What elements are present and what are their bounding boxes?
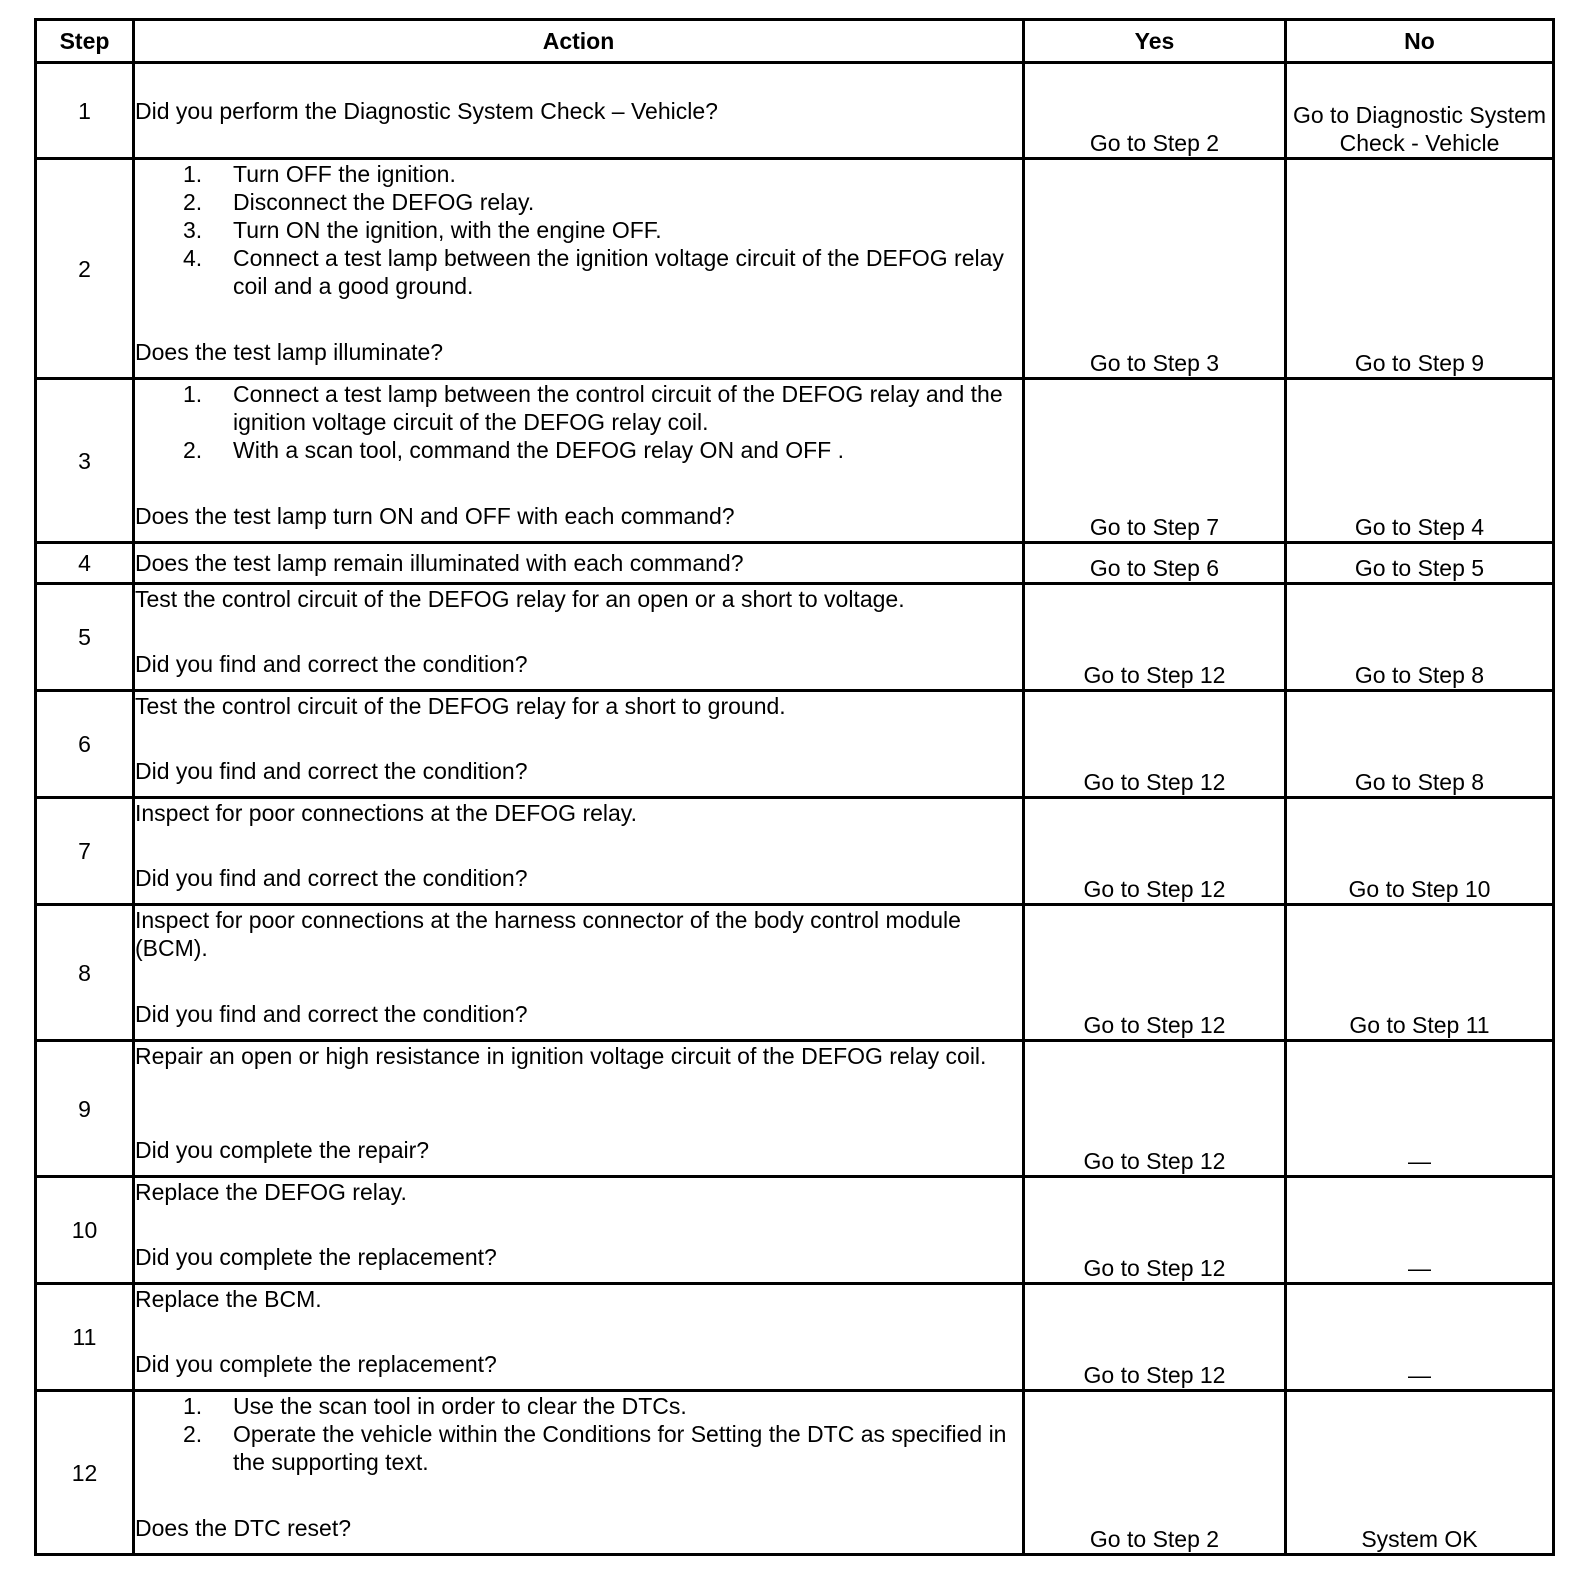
header-yes: Yes xyxy=(1024,20,1286,63)
table-row xyxy=(36,1177,1554,1284)
action-step-text: Turn ON the ignition, with the engine OFF. xyxy=(233,217,662,243)
yes-result: Go to Step 2 xyxy=(1024,1391,1286,1555)
no-result: Go to Step 4 xyxy=(1286,379,1554,543)
table-row xyxy=(36,691,1554,798)
action-step-number: 1. xyxy=(183,161,203,187)
yes-result: Go to Step 12 xyxy=(1024,905,1286,1041)
action-step-item xyxy=(183,380,1022,436)
action-steps-list xyxy=(135,160,1022,300)
action-instruction: Replace the DEFOG relay. xyxy=(135,1179,407,1205)
action-step-text: Operate the vehicle within the Conditions for Setting the DTC as specified in the supporting text. xyxy=(233,1421,1007,1475)
table-row xyxy=(36,905,1554,1041)
action-question: Does the test lamp turn ON and OFF with each command? xyxy=(135,503,735,529)
action-step-text: With a scan tool, command the DEFOG relay ON and OFF . xyxy=(233,437,844,463)
action-step-text: Connect a test lamp between the control circuit of the DEFOG relay and the ignition voltage circuit of the DEFOG relay coil. xyxy=(233,381,1003,435)
step-number: 8 xyxy=(36,905,134,1041)
action-step-item xyxy=(183,1392,1022,1420)
action-question: Did you complete the replacement? xyxy=(135,1244,497,1270)
yes-result: Go to Step 7 xyxy=(1024,379,1286,543)
no-result: System OK xyxy=(1286,1391,1554,1555)
action-step-item xyxy=(183,188,1022,216)
step-number: 11 xyxy=(36,1284,134,1391)
step-number: 5 xyxy=(36,584,134,691)
action-question: Did you complete the replacement? xyxy=(135,1351,497,1377)
action-cell xyxy=(134,1177,1024,1284)
action-step-number: 2. xyxy=(183,437,203,463)
header-step: Step xyxy=(36,20,134,63)
action-steps-list xyxy=(135,380,1022,464)
action-question: Did you complete the repair? xyxy=(135,1137,430,1163)
step-number: 3 xyxy=(36,379,134,543)
table-row xyxy=(36,1041,1554,1177)
action-cell xyxy=(134,1391,1024,1555)
action-instruction: Repair an open or high resistance in ignition voltage circuit of the DEFOG relay coil. xyxy=(135,1043,987,1069)
action-cell xyxy=(134,905,1024,1041)
no-result: Go to Step 8 xyxy=(1286,584,1554,691)
action-question: Did you find and correct the condition? xyxy=(135,651,528,677)
no-result: Go to Diagnostic System Check - Vehicle xyxy=(1286,63,1554,159)
action-instruction: Test the control circuit of the DEFOG relay for an open or a short to voltage. xyxy=(135,586,905,612)
table-row xyxy=(36,63,1554,159)
action-cell xyxy=(134,691,1024,798)
yes-result: Go to Step 3 xyxy=(1024,159,1286,379)
action-step-number: 3. xyxy=(183,217,203,243)
action-instruction: Inspect for poor connections at the harness connector of the body control module (BCM). xyxy=(135,907,961,961)
action-step-number: 1. xyxy=(183,381,203,407)
action-cell xyxy=(134,798,1024,905)
action-question: Does the test lamp remain illuminated with each command? xyxy=(135,550,744,576)
action-step-text: Use the scan tool in order to clear the DTCs. xyxy=(233,1393,687,1419)
no-result: — xyxy=(1286,1177,1554,1284)
yes-result: Go to Step 12 xyxy=(1024,1177,1286,1284)
step-number: 6 xyxy=(36,691,134,798)
yes-result: Go to Step 12 xyxy=(1024,584,1286,691)
action-step-item xyxy=(183,244,1022,300)
action-step-number: 4. xyxy=(183,245,203,271)
action-step-text: Turn OFF the ignition. xyxy=(233,161,456,187)
action-cell xyxy=(134,159,1024,379)
no-result: — xyxy=(1286,1041,1554,1177)
table-row xyxy=(36,798,1554,905)
action-step-item xyxy=(183,1420,1022,1476)
yes-result: Go to Step 12 xyxy=(1024,1041,1286,1177)
table-row xyxy=(36,1284,1554,1391)
table-row xyxy=(36,379,1554,543)
action-question: Did you find and correct the condition? xyxy=(135,1001,528,1027)
yes-result: Go to Step 2 xyxy=(1024,63,1286,159)
step-number: 4 xyxy=(36,543,134,584)
step-number: 7 xyxy=(36,798,134,905)
no-result: — xyxy=(1286,1284,1554,1391)
table-row xyxy=(36,1391,1554,1555)
step-number: 12 xyxy=(36,1391,134,1555)
action-step-item xyxy=(183,160,1022,188)
action-step-number: 2. xyxy=(183,189,203,215)
action-step-number: 1. xyxy=(183,1393,203,1419)
action-question: Did you find and correct the condition? xyxy=(135,865,528,891)
action-cell xyxy=(134,584,1024,691)
header-action: Action xyxy=(134,20,1024,63)
action-steps-list xyxy=(135,1392,1022,1476)
no-result: Go to Step 9 xyxy=(1286,159,1554,379)
action-cell xyxy=(134,379,1024,543)
header-row xyxy=(36,20,1554,63)
step-number: 1 xyxy=(36,63,134,159)
action-question: Did you find and correct the condition? xyxy=(135,758,528,784)
action-question: Does the test lamp illuminate? xyxy=(135,339,444,365)
table-row xyxy=(36,584,1554,691)
action-cell xyxy=(134,1041,1024,1177)
diagnostic-table xyxy=(34,18,1555,1556)
yes-result: Go to Step 12 xyxy=(1024,691,1286,798)
yes-result: Go to Step 6 xyxy=(1024,543,1286,584)
action-step-item xyxy=(183,216,1022,244)
action-instruction: Test the control circuit of the DEFOG relay for a short to ground. xyxy=(135,693,786,719)
action-instruction: Replace the BCM. xyxy=(135,1286,322,1312)
no-result: Go to Step 8 xyxy=(1286,691,1554,798)
table-body xyxy=(36,63,1554,1555)
step-number: 10 xyxy=(36,1177,134,1284)
action-step-text: Disconnect the DEFOG relay. xyxy=(233,189,535,215)
action-cell xyxy=(134,63,1024,159)
no-result: Go to Step 10 xyxy=(1286,798,1554,905)
step-number: 2 xyxy=(36,159,134,379)
step-number: 9 xyxy=(36,1041,134,1177)
header-no: No xyxy=(1286,20,1554,63)
table-row xyxy=(36,543,1554,584)
action-question: Does the DTC reset? xyxy=(135,1515,352,1541)
action-step-item xyxy=(183,436,1022,464)
action-cell xyxy=(134,1284,1024,1391)
action-question: Did you perform the Diagnostic System Check – Vehicle? xyxy=(135,97,718,124)
no-result: Go to Step 11 xyxy=(1286,905,1554,1041)
action-instruction: Inspect for poor connections at the DEFOG relay. xyxy=(135,800,637,826)
action-cell xyxy=(134,543,1024,584)
yes-result: Go to Step 12 xyxy=(1024,798,1286,905)
table-row xyxy=(36,159,1554,379)
action-step-number: 2. xyxy=(183,1421,203,1447)
no-result: Go to Step 5 xyxy=(1286,543,1554,584)
action-step-text: Connect a test lamp between the ignition voltage circuit of the DEFOG relay coil and a good ground. xyxy=(233,245,1004,299)
yes-result: Go to Step 12 xyxy=(1024,1284,1286,1391)
